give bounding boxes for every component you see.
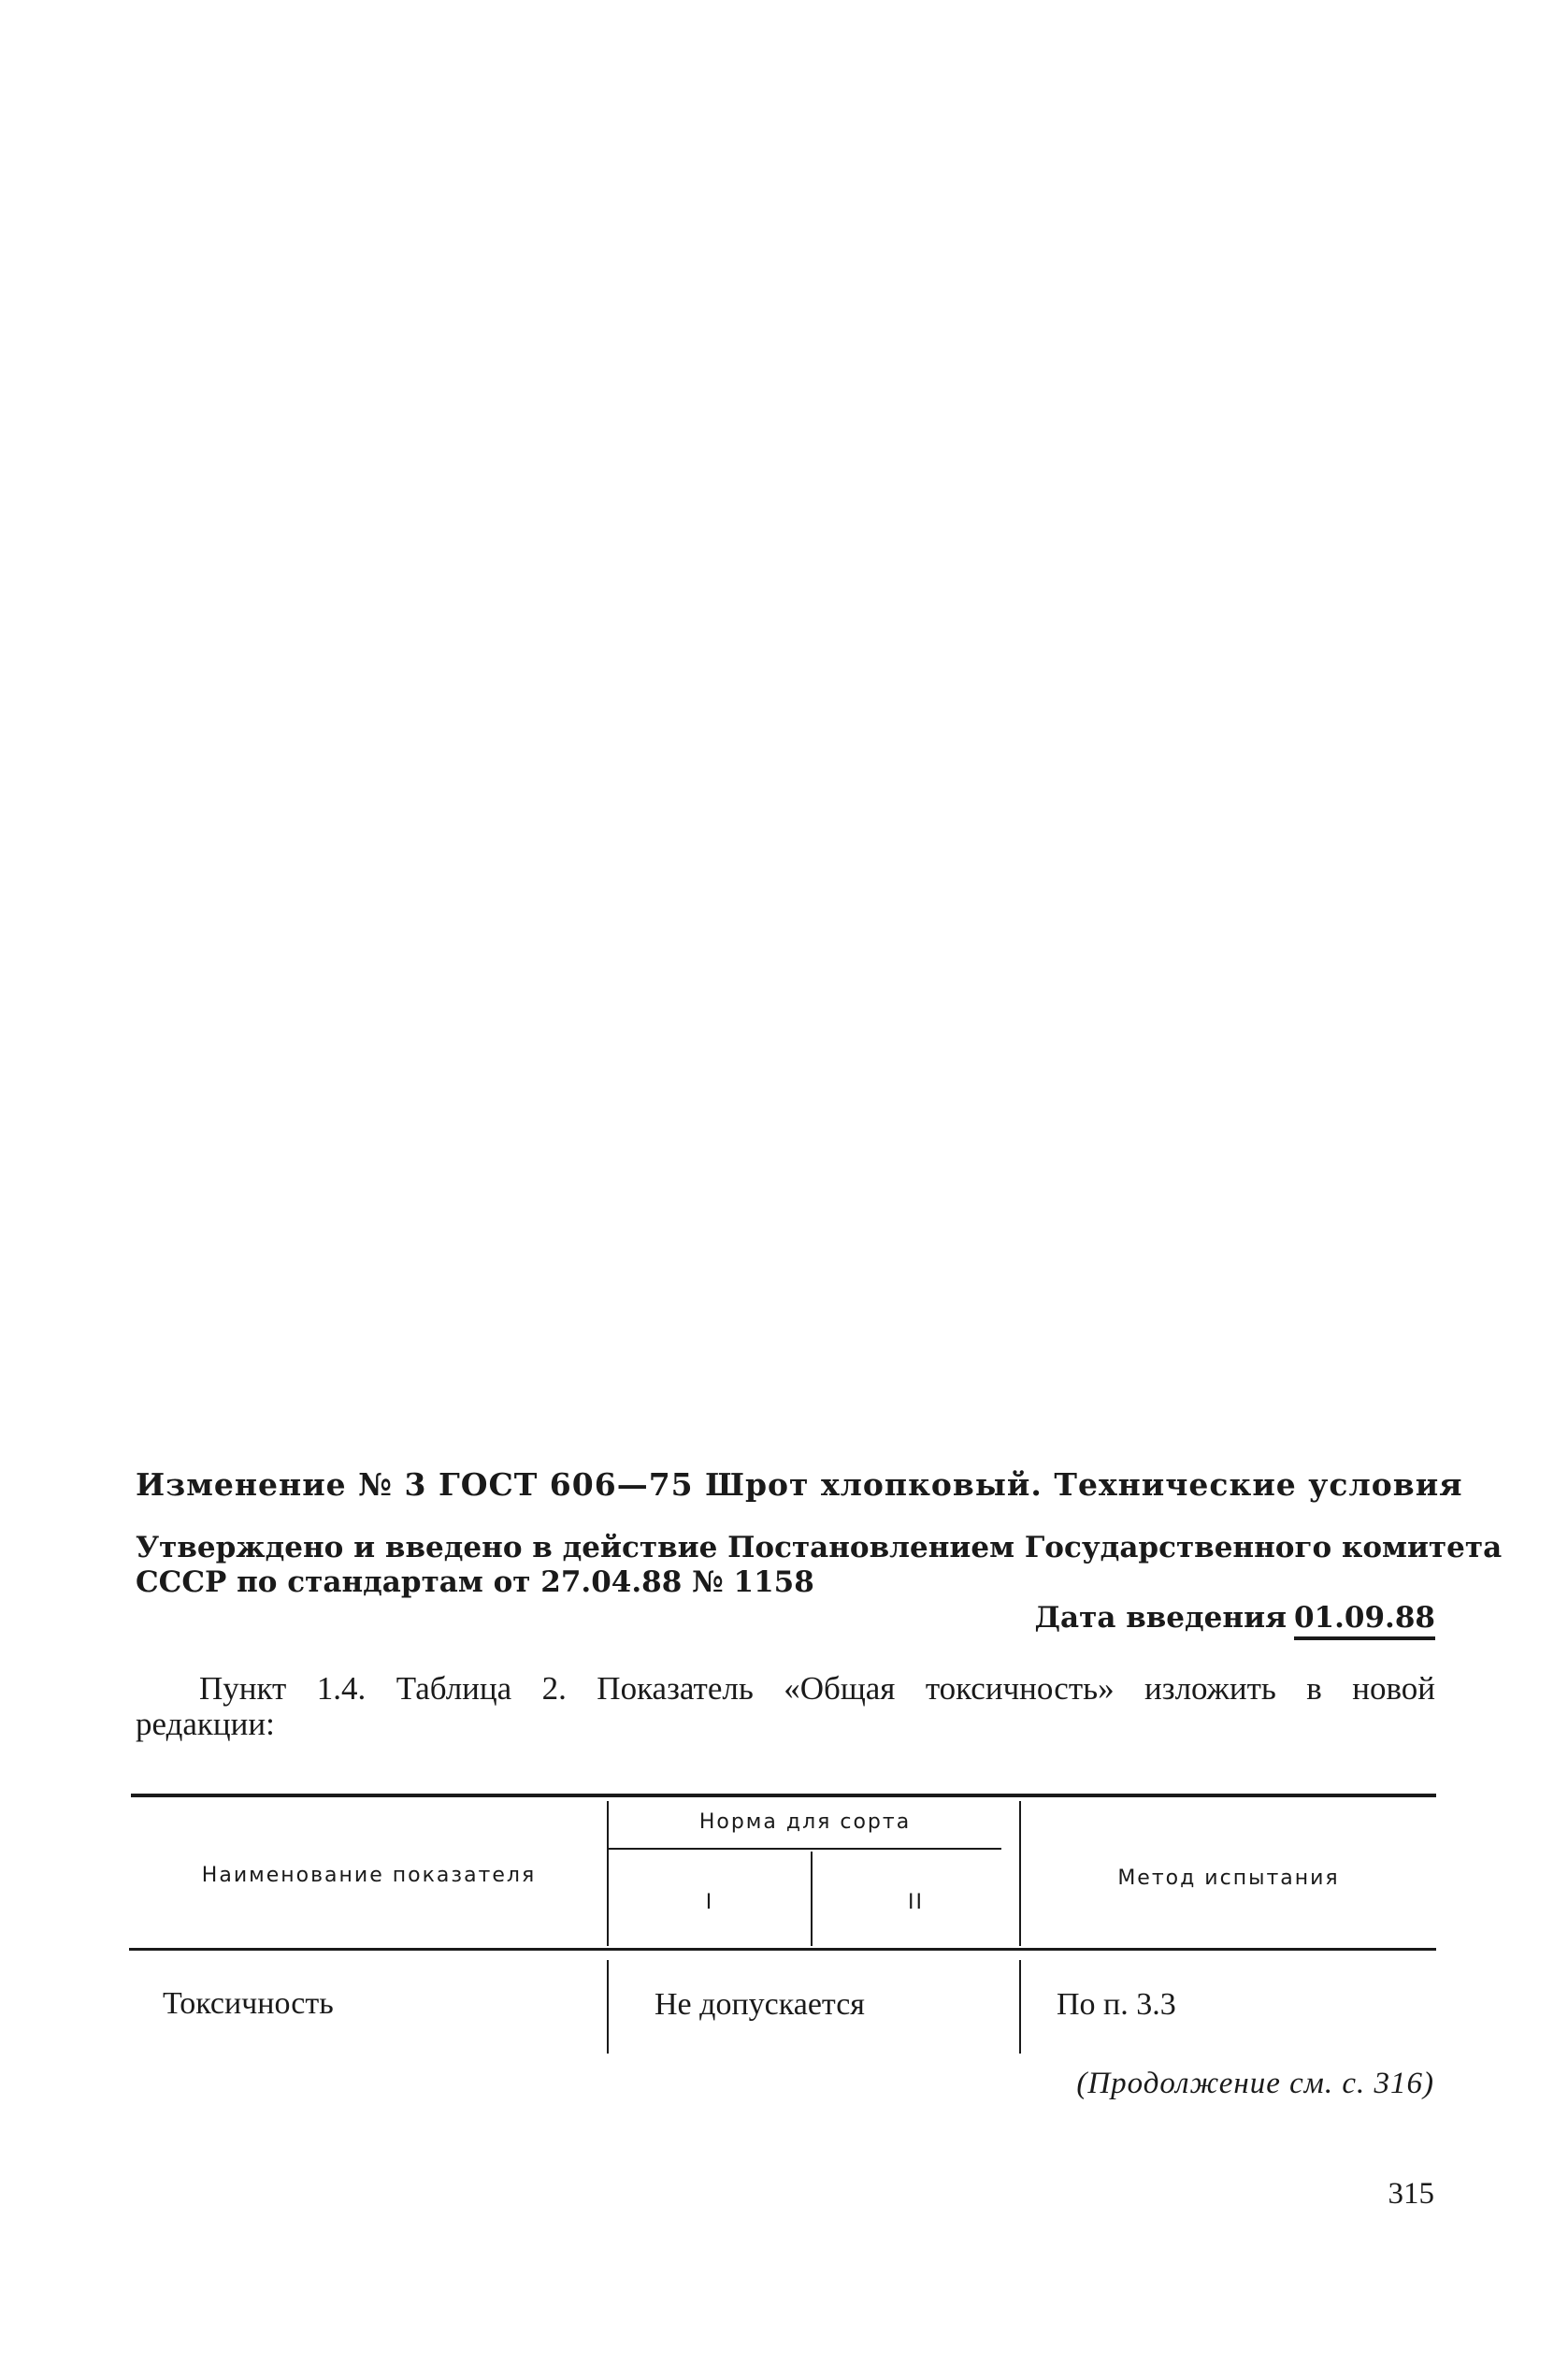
approval-statement	[136, 1531, 1503, 1600]
page-number: 315	[1388, 2177, 1434, 2211]
row-test-method: По п. 3.3	[1057, 1987, 1176, 2022]
amendment-heading: Изменение № 3 ГОСТ 606—75 Шрот хлопковый. Технические условия	[136, 1466, 1463, 1503]
paragraph-line-1: Пункт 1.4. Таблица 2. Показатель «Общая токсичность» изложить в новой	[199, 1670, 1435, 1707]
approval-line-1: Утверждено и введено в действие Постановлением Государственного комитета	[136, 1531, 1503, 1564]
paragraph-line-2: редакции:	[136, 1706, 275, 1742]
header-grade-norm: Норма для сорта	[698, 1810, 912, 1834]
row-indicator-name: Токсичность	[163, 1986, 334, 2021]
amendment-paragraph	[136, 1671, 1435, 1742]
continuation-note: (Продолжение см. с. 316)	[1076, 2067, 1434, 2100]
header-grade-2: II	[908, 1891, 924, 1914]
row-norm-value: Не допускается	[655, 1987, 865, 2022]
table-divider-method-body	[1019, 1960, 1021, 2054]
header-grade-1: I	[705, 1891, 714, 1914]
header-test-method: Метод испытания	[1117, 1867, 1340, 1890]
approval-line-2: СССР по стандартам от 27.04.88 № 1158	[136, 1565, 814, 1599]
table-header-rule	[129, 1948, 1436, 1951]
table-top-rule	[131, 1794, 1436, 1797]
header-indicator-name: Наименование показателя	[201, 1864, 537, 1887]
table-divider-name-body	[607, 1960, 609, 2054]
indicator-table	[131, 1794, 1436, 2055]
effective-date	[1034, 1601, 1435, 1635]
effective-date-label: Дата введения	[1034, 1601, 1287, 1635]
grade-header-rule	[609, 1848, 1001, 1850]
effective-date-value: 01.09.88	[1294, 1601, 1435, 1640]
